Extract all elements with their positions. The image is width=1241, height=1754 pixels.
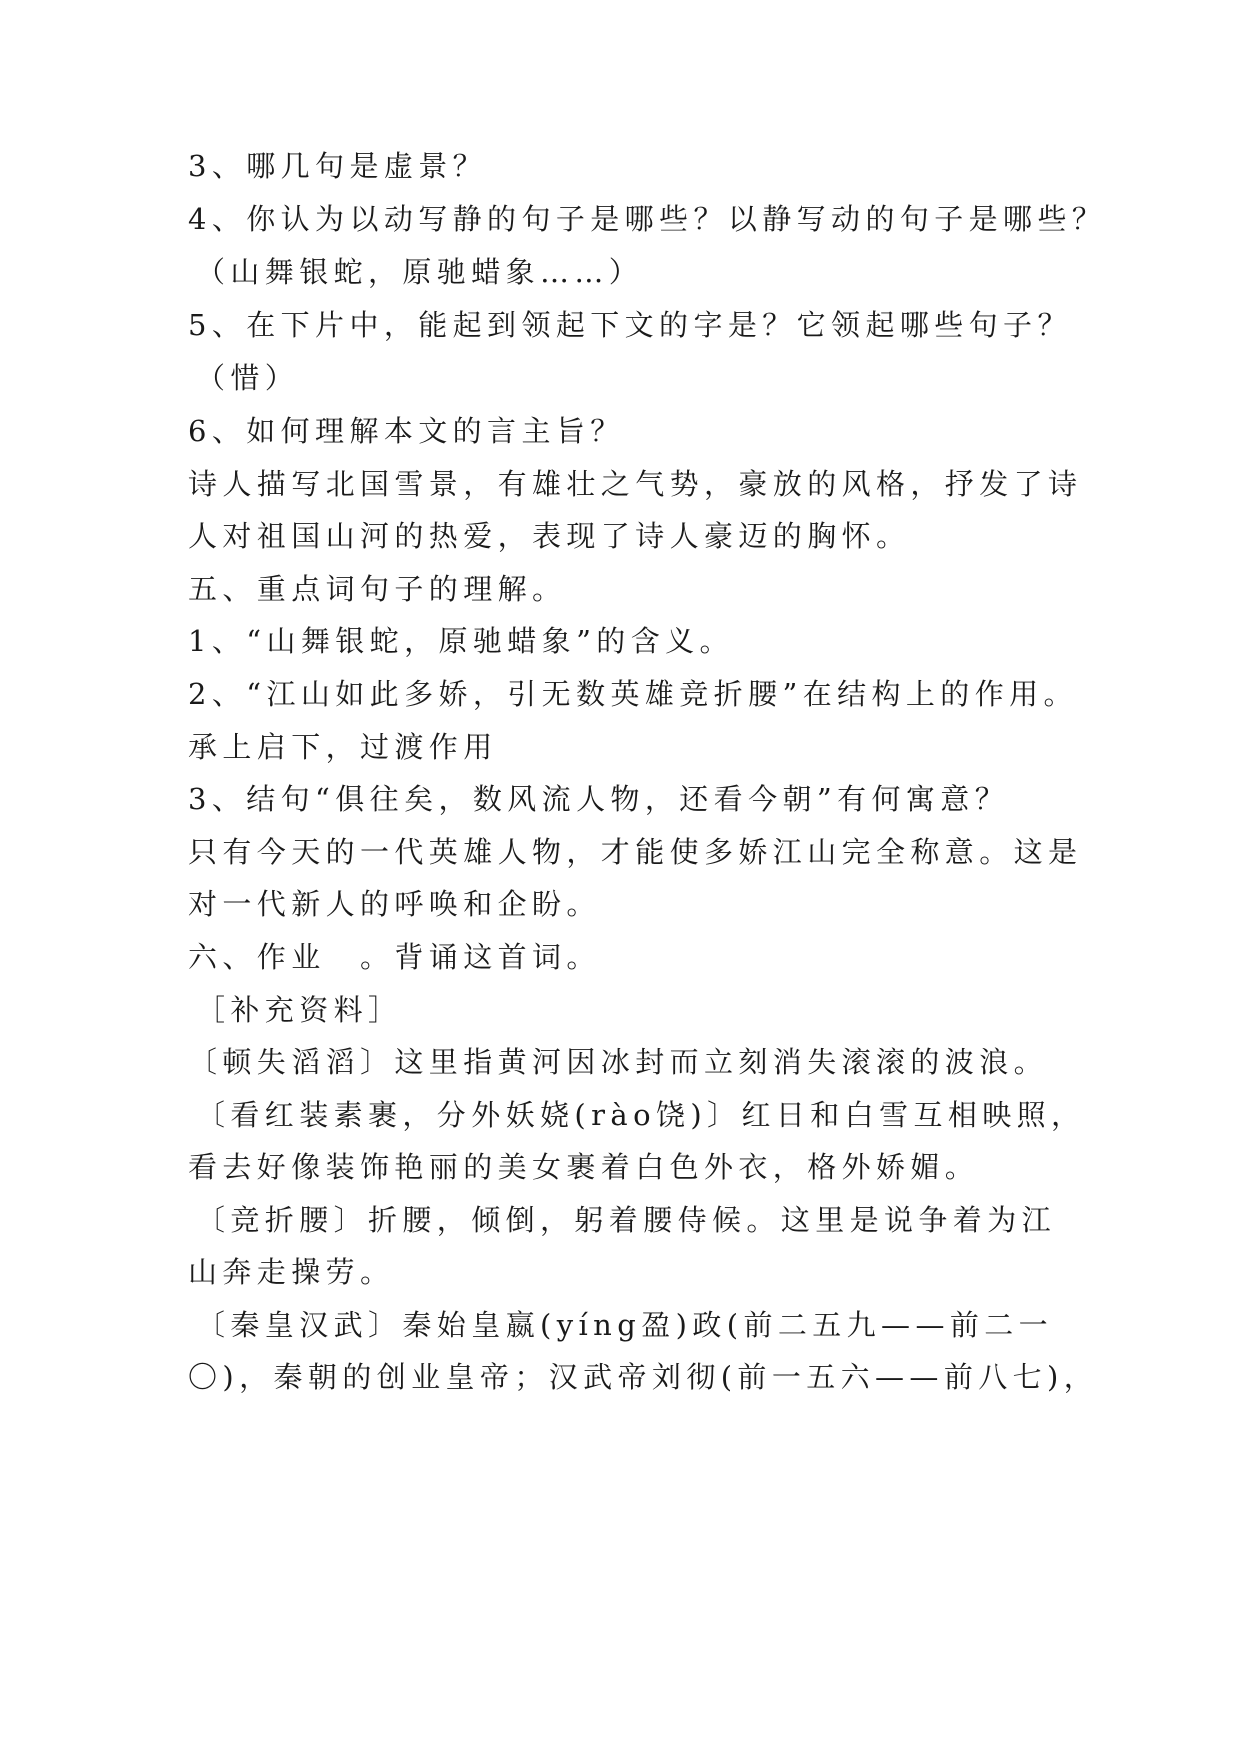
- text-line: 诗人描写北国雪景，有雄壮之气势，豪放的风格，抒发了诗: [188, 467, 1083, 501]
- text-line: ［补充资料］: [196, 993, 403, 1027]
- text-line: （惜）: [196, 361, 300, 395]
- text-line: 看去好像装饰艳丽的美女裹着白色外衣，格外娇媚。: [188, 1150, 980, 1184]
- text-line: 只有今天的一代英雄人物，才能使多娇江山完全称意。这是: [188, 835, 1083, 869]
- text-line: （山舞银蛇，原驰蜡象……）: [196, 255, 644, 289]
- text-line: 对一代新人的呼唤和企盼。: [188, 887, 601, 921]
- text-line: 3、哪几句是虚景？: [188, 149, 488, 183]
- text-line: 承上启下，过渡作用: [188, 730, 498, 764]
- text-line: 1、“山舞银蛇，原驰蜡象”的含义。: [188, 624, 734, 658]
- text-line: 6、如何理解本文的言主旨？: [188, 414, 625, 448]
- text-line: 〔看红装素裹，分外妖娆(rào饶)〕红日和白雪互相映照，: [196, 1098, 1086, 1132]
- text-line: 〔秦皇汉武〕秦始皇嬴(yíng盈)政(前二五九——前二一: [196, 1308, 1054, 1342]
- text-line: 4、你认为以动写静的句子是哪些？以静写动的句子是哪些？: [188, 202, 1107, 236]
- text-line: 〇)，秦朝的创业皇帝；汉武帝刘彻(前一五六——前八七)，: [188, 1360, 1099, 1394]
- text-line: 〔竞折腰〕折腰，倾倒，躬着腰侍候。这里是说争着为江: [196, 1203, 1057, 1237]
- text-line: 2、“江山如此多娇，引无数英雄竞折腰”在结构上的作用。: [188, 677, 1078, 711]
- text-line: 六、作业 。背诵这首词。: [188, 940, 601, 974]
- text-line: 五、重点词句子的理解。: [188, 572, 567, 606]
- text-line: 5、在下片中，能起到领起下文的字是？它领起哪些句子？: [188, 308, 1072, 342]
- text-line: 〔顿失滔滔〕这里指黄河因冰封而立刻消失滚滚的波浪。: [188, 1045, 1049, 1079]
- text-line: 山奔走操劳。: [188, 1255, 395, 1289]
- text-line: 人对祖国山河的热爱，表现了诗人豪迈的胸怀。: [188, 519, 911, 553]
- text-line: 3、结句“俱往矣，数风流人物，还看今朝”有何寓意？: [188, 782, 1010, 816]
